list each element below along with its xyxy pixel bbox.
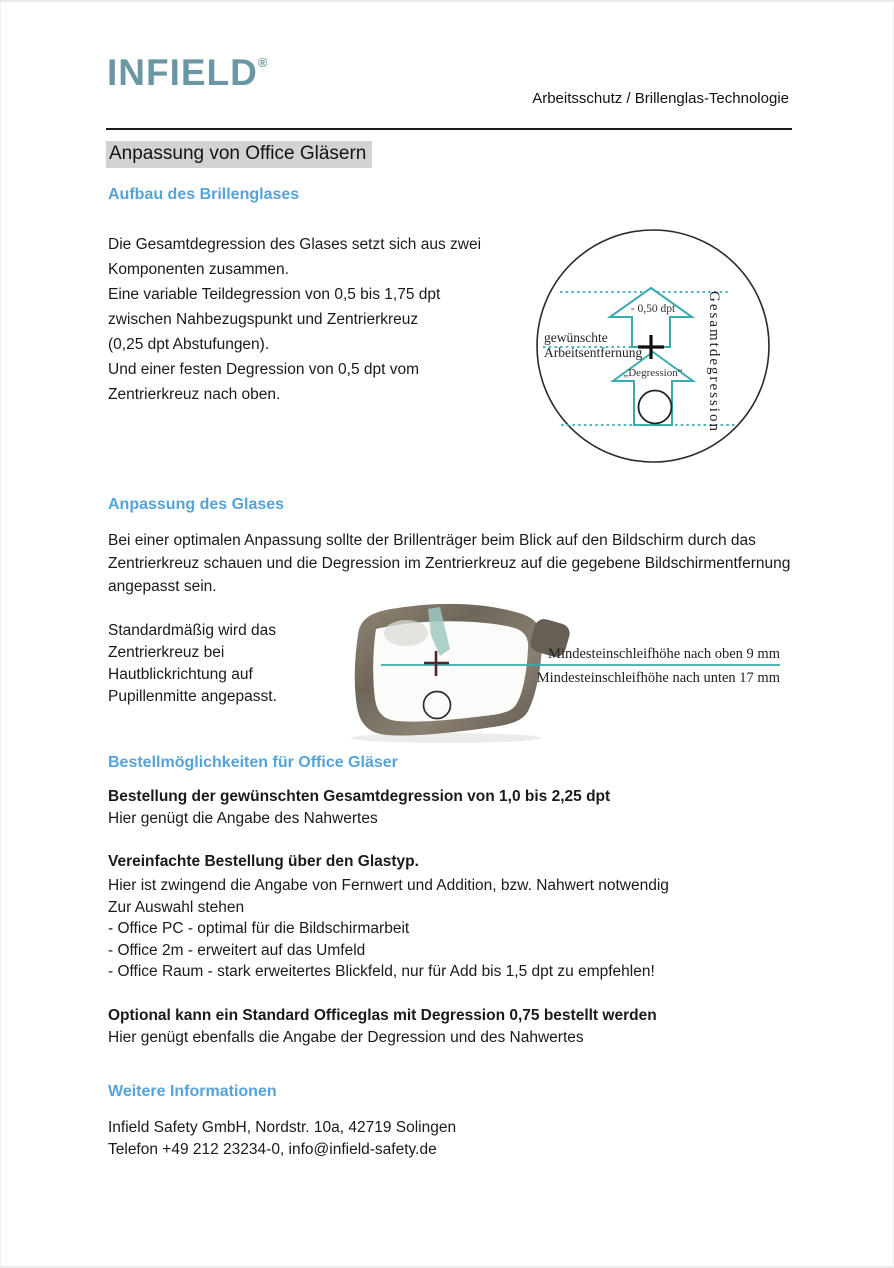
fitting-height-label-top: Mindesteinschleifhöhe nach oben 9 mm xyxy=(548,646,780,662)
fitting-height-label-bottom: Mindesteinschleifhöhe nach unten 17 mm xyxy=(536,670,780,686)
section-heading-anpassung: Anpassung des Glases xyxy=(108,496,285,513)
aufbau-paragraph xyxy=(108,232,481,407)
order-option2-details xyxy=(108,875,669,983)
order-option2-line: - Office Raum - stark erweitertes Blickfeld, nur für Add bis 1,5 dpt zu empfehlen! xyxy=(108,963,655,980)
lens-reflection xyxy=(384,620,428,646)
side-note-line: Hautblickrichtung auf xyxy=(108,666,253,683)
header-tagline: Arbeitsschutz / Brillenglas-Technologie xyxy=(532,90,789,107)
order-option2-line: - Office PC - optimal für die Bildschirmarbeit xyxy=(108,920,410,937)
section-heading-weitere-informationen: Weitere Informationen xyxy=(108,1083,277,1100)
anpassung-paragraph xyxy=(108,529,790,598)
glasses-shadow xyxy=(351,733,541,743)
order-option2-line: Hier ist zwingend die Angabe von Fernwert und Addition, bzw. Nahwert notwendig xyxy=(108,877,669,894)
section-heading-bestellung: Bestellmöglichkeiten für Office Gläser xyxy=(108,754,398,771)
glasses-figure xyxy=(336,597,891,747)
order-option2-title: Vereinfachte Bestellung über den Glastyp. xyxy=(108,853,419,870)
registered-trademark-icon: ® xyxy=(257,55,268,70)
upper-arrow-label: - 0,50 dpt xyxy=(630,303,676,315)
paragraph-line: angepasst sein. xyxy=(108,578,217,595)
side-note-line: Pupillenmitte angepasst. xyxy=(108,688,277,705)
paragraph-line: Und einer festen Degression von 0,5 dpt vom xyxy=(108,361,420,378)
gesamtdegression-vertical-label: Gesamtdegression xyxy=(706,291,722,433)
centration-side-note xyxy=(108,620,277,708)
paragraph-line: zwischen Nahbezugspunkt und Zentrierkreuz xyxy=(108,311,419,328)
diagram-left-label xyxy=(544,330,642,360)
paragraph-line: Die Gesamtdegression des Glases setzt sich aus zwei xyxy=(108,236,482,253)
diagram-left-label-line: gewünschte xyxy=(544,330,608,345)
logo-text: INFIELD xyxy=(107,52,258,93)
contact-block xyxy=(108,1117,456,1161)
paragraph-line: (0,25 dpt Abstufungen). xyxy=(108,336,270,353)
company-contact: Telefon +49 212 23234-0, info@infield-safety.de xyxy=(108,1141,437,1158)
section-heading-aufbau: Aufbau des Brillenglases xyxy=(108,186,300,203)
page-title: Anpassung von Office Gläsern xyxy=(106,141,372,168)
paragraph-line: Zentrierkreuz nach oben. xyxy=(108,386,281,403)
order-option3-title: Optional kann ein Standard Officeglas mit Degression 0,75 bestellt werden xyxy=(108,1007,657,1024)
header-divider xyxy=(106,128,792,130)
side-note-line: Standardmäßig wird das xyxy=(108,622,276,639)
order-option2-line: - Office 2m - erweitert auf das Umfeld xyxy=(108,941,366,959)
paragraph-line: Eine variable Teildegression von 0,5 bis 1,75 dpt xyxy=(108,286,441,303)
infield-logo xyxy=(107,54,267,91)
paragraph-line: Komponenten zusammen. xyxy=(108,261,289,278)
paragraph-line: Zentrierkreuz schauen und die Degression im Zentrierkreuz auf die gegebene Bildschirmentfernung xyxy=(108,555,791,572)
order-option2-line: Zur Auswahl stehen xyxy=(108,898,245,916)
paragraph-line: Bei einer optimalen Anpassung sollte der Brillenträger beim Blick auf den Bildschirm durch das xyxy=(108,532,756,549)
order-option3-text: Hier genügt ebenfalls die Angabe der Degression und des Nahwertes xyxy=(108,1029,584,1046)
side-note-line: Zentrierkreuz bei xyxy=(108,644,225,661)
company-address: Infield Safety GmbH, Nordstr. 10a, 42719 Solingen xyxy=(108,1119,457,1136)
diagram-left-label-line: Arbeitsentfernung xyxy=(544,345,643,360)
order-option1-text: Hier genügt die Angabe des Nahwertes xyxy=(108,810,378,827)
order-option1-title: Bestellung der gewünschten Gesamtdegression von 1,0 bis 2,25 dpt xyxy=(108,788,611,805)
lower-arrow-label: „Degression“ xyxy=(623,367,683,379)
